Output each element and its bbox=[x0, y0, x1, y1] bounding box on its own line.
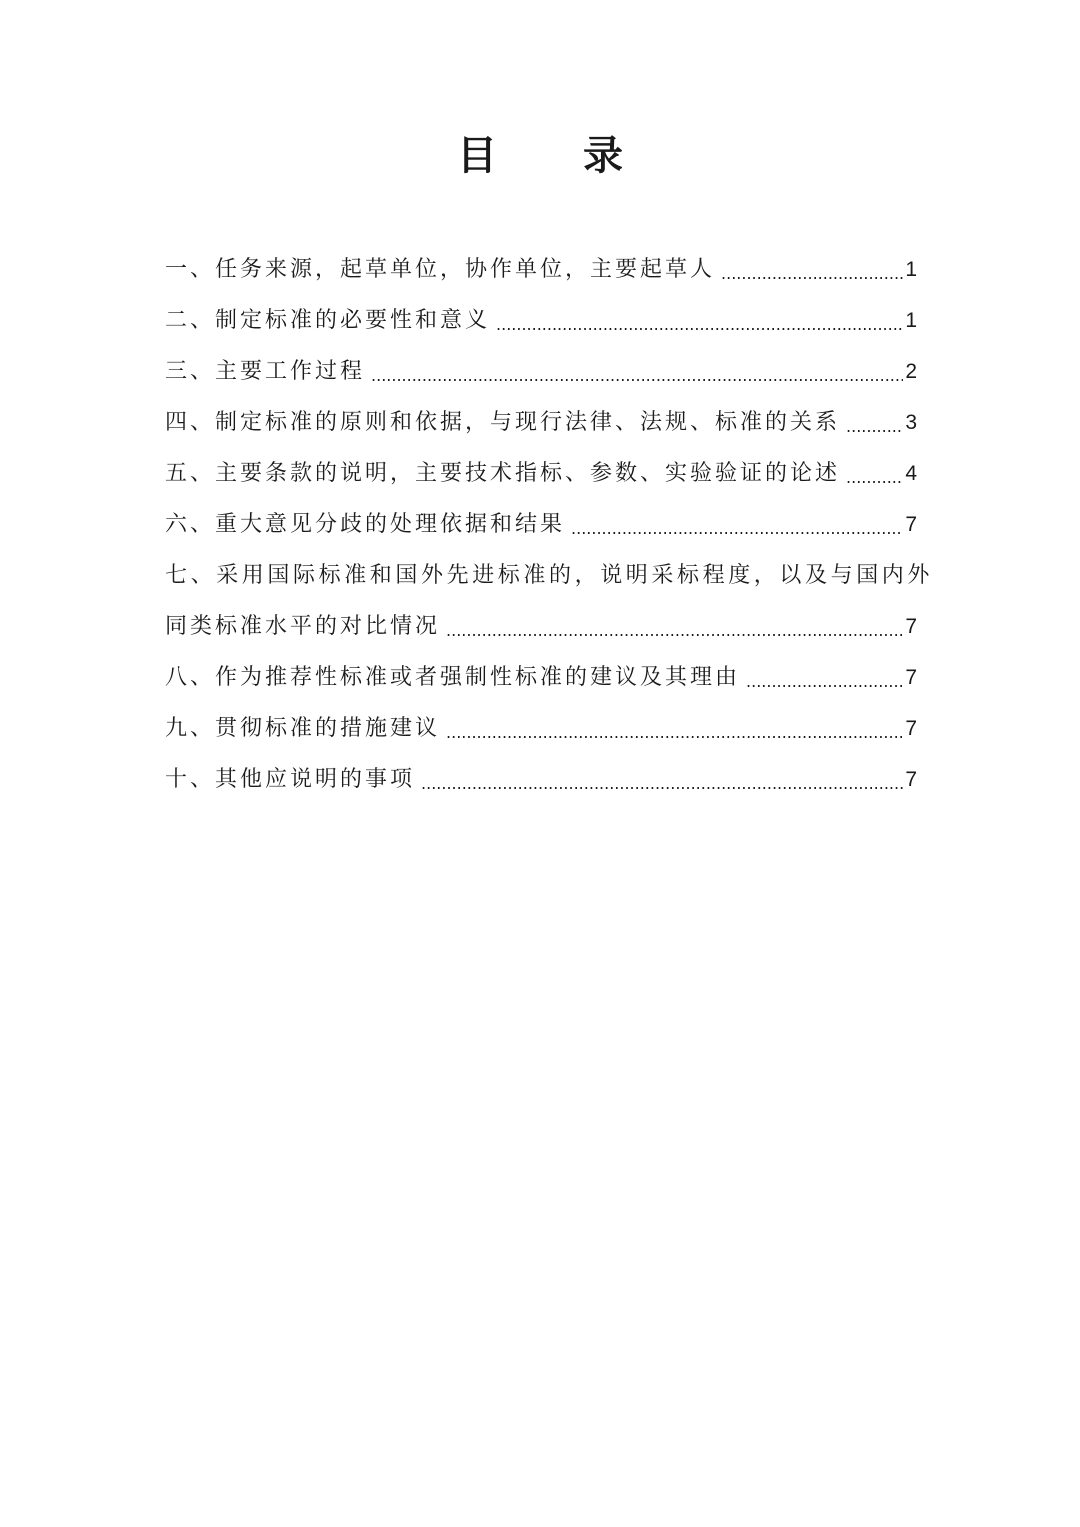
toc-entry-text: 七、采用国际标准和国外先进标准的，说明采标程度，以及与国内外 bbox=[165, 563, 934, 588]
toc-entry-text-continuation: 同类标准水平的对比情况 bbox=[165, 614, 441, 639]
toc-entry-6[interactable] bbox=[165, 497, 917, 548]
dot-leader bbox=[446, 612, 903, 650]
toc-entry-3[interactable] bbox=[165, 344, 917, 395]
dot-leader bbox=[571, 510, 903, 548]
toc-page-number: 7 bbox=[905, 666, 917, 689]
toc-entry-text: 一、任务来源，起草单位，协作单位，主要起草人 bbox=[165, 257, 716, 282]
toc-page-number: 4 bbox=[905, 462, 917, 485]
toc-entry-text: 三、主要工作过程 bbox=[165, 359, 366, 384]
toc-entry-text: 八、作为推荐性标准或者强制性标准的建议及其理由 bbox=[165, 665, 741, 690]
dot-leader bbox=[421, 765, 903, 803]
toc-page-number: 7 bbox=[905, 768, 917, 791]
dot-leader bbox=[371, 357, 903, 395]
toc-title: 目 录 bbox=[457, 133, 659, 179]
dot-leader bbox=[746, 663, 903, 701]
toc-entry-text: 二、制定标准的必要性和意义 bbox=[165, 308, 491, 333]
toc-entry-text: 六、重大意见分歧的处理依据和结果 bbox=[165, 512, 566, 537]
toc-entry-7[interactable] bbox=[165, 548, 934, 599]
toc-entry-7-continuation[interactable] bbox=[165, 599, 917, 650]
toc-entry-text: 十、其他应说明的事项 bbox=[165, 767, 416, 792]
dot-leader bbox=[846, 459, 903, 497]
toc-page-number: 7 bbox=[905, 513, 917, 536]
toc-entry-text: 九、贯彻标准的措施建议 bbox=[165, 716, 441, 741]
toc-page-number: 1 bbox=[905, 309, 917, 332]
dot-leader bbox=[721, 255, 903, 293]
toc-entry-5[interactable] bbox=[165, 446, 917, 497]
toc-entry-8[interactable] bbox=[165, 650, 917, 701]
toc-entry-1[interactable] bbox=[165, 242, 917, 293]
dot-leader bbox=[446, 714, 903, 752]
toc-entry-9[interactable] bbox=[165, 701, 917, 752]
toc-page-number: 2 bbox=[905, 360, 917, 383]
dot-leader bbox=[496, 306, 903, 344]
toc-page-number: 7 bbox=[905, 717, 917, 740]
toc-list bbox=[165, 242, 934, 803]
toc-entry-text: 五、主要条款的说明，主要技术指标、参数、实验验证的论述 bbox=[165, 461, 841, 486]
toc-page-number: 7 bbox=[905, 615, 917, 638]
toc-page-number: 3 bbox=[905, 411, 917, 434]
toc-entry-2[interactable] bbox=[165, 293, 917, 344]
dot-leader bbox=[846, 408, 903, 446]
toc-page-number: 1 bbox=[905, 258, 917, 281]
toc-entry-4[interactable] bbox=[165, 395, 917, 446]
toc-entry-10[interactable] bbox=[165, 752, 917, 803]
toc-entry-text: 四、制定标准的原则和依据，与现行法律、法规、标准的关系 bbox=[165, 410, 841, 435]
